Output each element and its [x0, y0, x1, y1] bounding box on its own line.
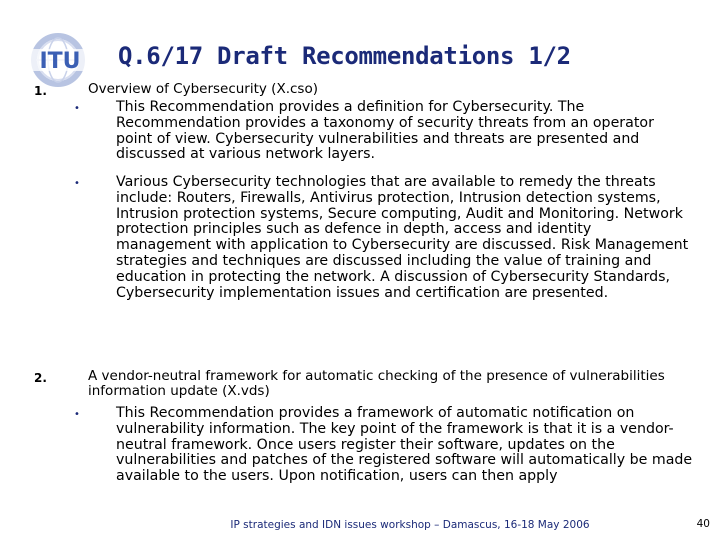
bullet-icon: • [74, 178, 80, 189]
bullet-icon: • [74, 409, 80, 420]
slide-title: Q.6/17 Draft Recommendations 1/2 [118, 42, 571, 70]
item-1-bullet-1: This Recommendation provides a definition for Cybersecurity. The Recommendation provides a taxonomy of security threats from an operator point of view. Cybersecurity vulnerabilities and threats are presented and discussed at various network layers. [116, 99, 654, 163]
bullet-icon: • [74, 103, 80, 114]
item-1-bullet-2: Various Cybersecurity technologies that are available to remedy the threats include: Routers, Firewalls, Antivirus protection, Intrusion detection systems, Intrusion protection systems, Secure computing, Audit and Monitoring. Network protection principles such as defence in depth, access and identity management with application to Cybersecurity are discussed. Risk Management strategies and techniques are discussed including the value of training and education in protecting the network. A discussion of Cybersecurity Standards, Cybersecurity implementation issues and certification are presented. [116, 174, 689, 301]
itu-logo [22, 30, 98, 90]
item-2-heading: A vendor-neutral framework for automatic checking of the presence of vulnerabilities information update (X.vds) [88, 368, 665, 399]
footer-text: IP strategies and IDN issues workshop – Damascus, 16-18 May 2006 [230, 519, 590, 531]
logo-text: ITU [39, 49, 81, 74]
page-number: 40 [696, 518, 710, 530]
item-1-heading: Overview of Cybersecurity (X.cso) [88, 81, 318, 97]
item-2-number: 2. [34, 371, 47, 385]
item-1-number: 1. [34, 84, 47, 98]
item-2-bullet-1: This Recommendation provides a framework of automatic notification on vulnerability information. The key point of the framework is that it is a vendor-neutral framework. Once users register their software, updates on the vulnerabilities and patches of the registered software will automatically be made available to the users. Upon notification, users can then apply [116, 405, 693, 485]
